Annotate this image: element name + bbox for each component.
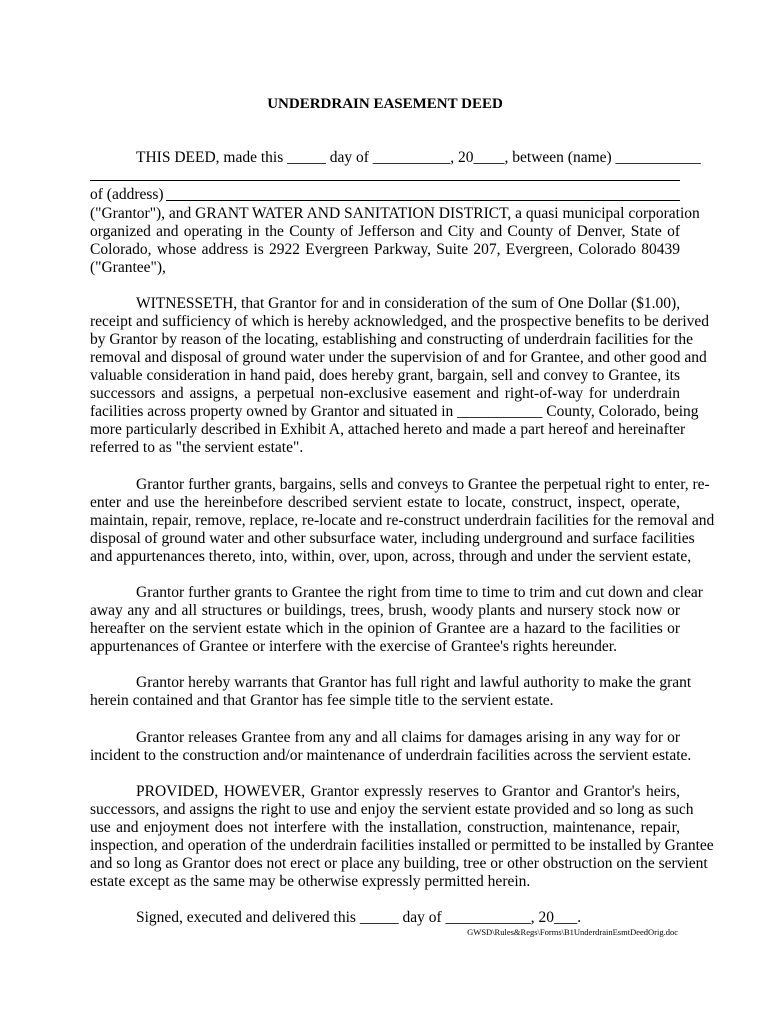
opening-line: THIS DEED, made this _____ day of __________, 20____, between (name) ___________ <box>136 149 701 166</box>
witnesseth-line: referred to as "the servient estate". <box>90 439 304 456</box>
releases-line: Grantor releases Grantee from any and all claims for damages arising in any way for or <box>136 729 680 746</box>
parties-line: ("Grantor"), and GRANT WATER AND SANITATION DISTRICT, a quasi municipal corporation <box>90 205 700 222</box>
witnesseth-line: receipt and sufficiency of which is hereby acknowledged, and the prospective benefits to be derived <box>90 313 710 330</box>
witnesseth-line: facilities across property owned by Grantor and situated in ___________ County, Colorado, being <box>90 403 699 420</box>
parties-line: Colorado, whose address is 2922 Evergreen Parkway, Suite 207, Evergreen, Colorado 80439 <box>90 241 680 258</box>
provided-line: inspection, and operation of the underdrain facilities installed or permitted to be installed by Grantee <box>90 837 714 854</box>
warrants-line: herein contained and that Grantor has fee simple title to the servient estate. <box>90 692 554 709</box>
provided-line: and so long as Grantor does not erect or place any building, tree or other obstruction on the servient <box>90 855 708 872</box>
address-label: of (address) <box>90 186 164 203</box>
witnesseth-line: successors and assigns, a perpetual non-exclusive easement and right-of-way for underdrain <box>90 385 680 402</box>
witnesseth-line: removal and disposal of ground water under the supervision of and for Grantee, and other good and <box>90 349 707 366</box>
parties-line: ("Grantee"), <box>90 259 166 276</box>
provided-line: use and enjoyment does not interfere with the installation, construction, maintenance, repair, <box>90 819 680 836</box>
provided-line: estate except as the same may be otherwise expressly permitted herein. <box>90 873 531 890</box>
trim-clear-line: away any and all structures or buildings, trees, brush, woody plants and nursery stock now or <box>90 602 680 619</box>
witnesseth-line: by Grantor by reason of the locating, establishing and constructing of underdrain facilities for the <box>90 331 694 348</box>
trim-clear-line: Grantor further grants to Grantee the right from time to time to trim and cut down and clear <box>136 584 703 601</box>
trim-clear-line: hereafter on the servient estate which in the opinion of Grantee are a hazard to the facilities or <box>90 620 680 637</box>
releases-line: incident to the construction and/or maintenance of underdrain facilities across the servient estate. <box>90 747 692 764</box>
warrants-line: Grantor hereby warrants that Grantor has full right and lawful authority to make the grant <box>136 674 692 691</box>
witnesseth-line: WITNESSETH, that Grantor for and in consideration of the sum of One Dollar ($1.00), <box>136 295 681 312</box>
address-rule <box>166 200 680 201</box>
further-grants-line: enter and use the hereinbefore described servient estate to locate, construct, inspect, operate, <box>90 494 680 511</box>
further-grants-line: maintain, repair, remove, replace, re-locate and re-construct underdrain facilities for the removal and <box>90 512 715 529</box>
signed-line: Signed, executed and delivered this _____ day of ___________, 20___. <box>136 909 582 926</box>
provided-line: successors, and assigns the right to use and enjoy the servient estate provided and so long as such <box>90 801 694 818</box>
witnesseth-line: more particularly described in Exhibit A, attached hereto and made a part hereof and hereinafter <box>90 421 686 438</box>
trim-clear-line: appurtenances of Grantee or interfere with the exercise of Grantee's rights hereunder. <box>90 638 617 655</box>
name-continuation-rule <box>90 180 680 181</box>
footer-file-path: GWSD\Rules&Regs\Forms\B1UnderdrainEsmtDeedOrig.doc <box>467 927 678 937</box>
further-grants-line: Grantor further grants, bargains, sells and conveys to Grantee the perpetual right to enter, re- <box>136 476 710 493</box>
witnesseth-line: valuable consideration in hand paid, does hereby grant, bargain, sell and convey to Grantee, its <box>90 367 680 384</box>
further-grants-line: and appurtenances thereto, into, within, over, upon, across, through and under the servient estate, <box>90 548 692 565</box>
document-title: UNDERDRAIN EASEMENT DEED <box>267 96 503 112</box>
parties-line: organized and operating in the County of Jefferson and City and County of Denver, State of <box>90 223 680 240</box>
provided-line: PROVIDED, HOWEVER, Grantor expressly reserves to Grantor and Grantor's heirs, <box>136 783 680 800</box>
further-grants-line: disposal of ground water and other subsurface water, including underground and surface facilities <box>90 530 695 547</box>
